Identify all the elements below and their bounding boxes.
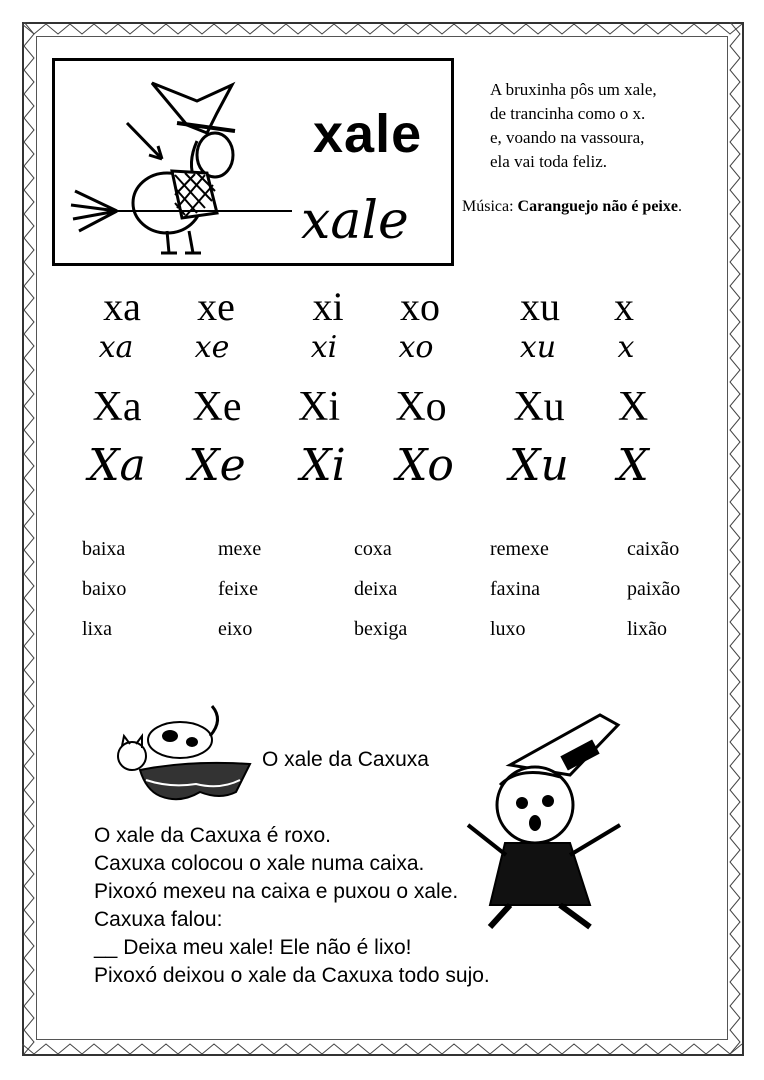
- syllable-lower: xo: [400, 284, 440, 329]
- poem-line: ela vai toda feliz.: [490, 152, 608, 171]
- word-item: lixa: [82, 618, 112, 640]
- syllable-upper-cursive: Xo: [396, 440, 454, 491]
- syllable-lower-cursive: xa: [98, 330, 134, 365]
- syllable-lower-cursive: x: [617, 330, 635, 365]
- poem-line: e, voando na vassoura,: [490, 128, 645, 147]
- syllable-lower: xi: [312, 284, 344, 329]
- syllable-upper: Xe: [192, 384, 242, 430]
- word-item: baixo: [82, 578, 127, 600]
- word-item: eixo: [218, 618, 253, 640]
- syllable-upper-cursive: X: [617, 440, 649, 491]
- story-text: [94, 822, 490, 990]
- word-item: paixão: [627, 578, 681, 600]
- syllable-lower: x: [614, 284, 634, 329]
- syllable-lower: xa: [103, 284, 141, 329]
- source-title: Caranguejo não é peixe: [517, 198, 678, 215]
- story-line: O xale da Caxuxa é roxo.: [94, 824, 331, 847]
- syllable-lower: xu: [520, 284, 560, 329]
- syllable-upper: Xa: [92, 384, 142, 430]
- story-line: Caxuxa falou:: [94, 908, 223, 931]
- syllable-upper-cursive: Xe: [188, 440, 246, 491]
- syllable-upper: Xi: [298, 384, 340, 430]
- hero-word-print: xale: [313, 104, 423, 164]
- syllable-lower-cursive: xu: [519, 330, 557, 365]
- syllable-upper-cursive: Xa: [88, 440, 146, 491]
- hero-box: [52, 58, 454, 266]
- word-item: remexe: [490, 538, 549, 560]
- poem-line: de trancinha como o x.: [490, 104, 646, 123]
- syllable-upper: X: [617, 384, 649, 430]
- word-item: deixa: [354, 578, 398, 600]
- story-line: __ Deixa meu xale! Ele não é lixo!: [94, 936, 412, 959]
- syllable-upper-cursive: Xi: [300, 440, 346, 491]
- cat-with-shawl-illustration: [100, 700, 260, 810]
- syllable-upper: Xu: [513, 384, 565, 430]
- story-title: O xale da Caxuxa: [262, 748, 429, 771]
- syllable-lower-cursive: xo: [398, 330, 434, 365]
- word-item: baixa: [82, 538, 126, 560]
- source-label: Música:: [462, 198, 518, 215]
- syllable-lower-cursive: xe: [194, 330, 230, 365]
- story-line: Caxuxa colocou o xale numa caixa.: [94, 852, 425, 875]
- word-item: feixe: [218, 578, 258, 600]
- word-item: luxo: [490, 618, 526, 640]
- syllable-upper-cursive: Xu: [509, 440, 569, 491]
- song-source: [462, 198, 682, 216]
- story-line: Pixoxó deixou o xale da Caxuxa todo sujo.: [94, 964, 490, 987]
- word-item: bexiga: [354, 618, 408, 640]
- source-end: .: [677, 198, 682, 215]
- syllable-lower: xe: [197, 284, 235, 329]
- word-item: lixão: [627, 618, 667, 640]
- poem-line: A bruxinha pôs um xale,: [490, 80, 657, 99]
- word-item: coxa: [354, 538, 392, 560]
- hero-word-cursive: xale: [301, 191, 409, 251]
- poem: [490, 78, 657, 174]
- word-item: caixão: [627, 538, 680, 560]
- syllable-lower-cursive: xi: [310, 330, 338, 365]
- syllable-upper: Xo: [395, 384, 447, 430]
- word-item: faxina: [490, 578, 540, 600]
- witch-on-broom-illustration: [57, 63, 297, 263]
- word-item: mexe: [218, 538, 262, 560]
- story-line: Pixoxó mexeu na caixa e puxou o xale.: [94, 880, 459, 903]
